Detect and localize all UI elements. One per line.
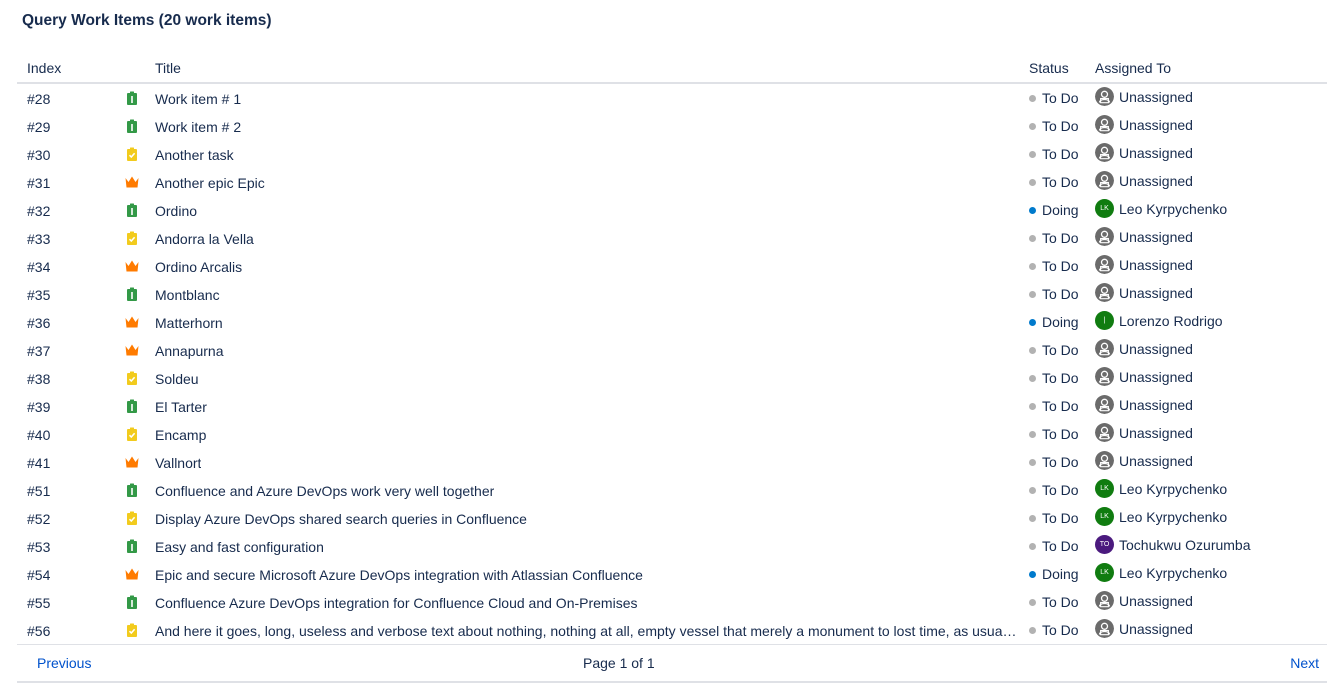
avatar: LK — [1095, 479, 1114, 498]
work-item-title[interactable]: Matterhorn — [155, 315, 223, 331]
table-row[interactable] — [17, 420, 1327, 448]
work-item-index[interactable]: #34 — [27, 259, 51, 275]
unassigned-avatar-icon — [1095, 451, 1114, 470]
status-dot-icon — [1029, 179, 1036, 186]
column-header-assigned-to[interactable]: Assigned To — [1095, 60, 1172, 76]
assigned-to-cell — [1095, 89, 1193, 108]
assignee-name: Unassigned — [1119, 89, 1193, 106]
column-header-index[interactable]: Index — [27, 60, 62, 76]
status-dot-icon — [1029, 627, 1036, 634]
assignee-name: Unassigned — [1119, 341, 1193, 358]
user-story-icon — [125, 483, 139, 497]
epic-crown-icon — [125, 455, 139, 469]
status-label: To Do — [1042, 342, 1079, 358]
work-item-index[interactable]: #52 — [27, 511, 51, 527]
status-label: To Do — [1042, 174, 1079, 190]
table-row[interactable] — [17, 504, 1327, 532]
status-dot-icon — [1029, 291, 1036, 298]
status-cell — [1029, 314, 1079, 330]
work-item-title[interactable]: And here it goes, long, useless and verbose text about nothing, nothing at all, empty vessel that merely a monument to lost time, as usual... — [155, 623, 1017, 639]
assignee-name: Leo Kyrpychenko — [1119, 201, 1228, 218]
status-label: To Do — [1042, 594, 1079, 610]
table-row[interactable] — [17, 476, 1327, 504]
assigned-to-cell — [1095, 201, 1227, 220]
next-link[interactable]: Next — [1290, 655, 1319, 671]
status-dot-icon — [1029, 95, 1036, 102]
assignee-name: Lorenzo Rodrigo — [1119, 313, 1223, 330]
status-cell — [1029, 398, 1079, 414]
assigned-to-cell — [1095, 117, 1193, 136]
assigned-to-cell — [1095, 173, 1193, 192]
status-cell — [1029, 370, 1079, 386]
unassigned-avatar-icon — [1095, 227, 1114, 246]
status-cell — [1029, 90, 1079, 106]
assignee-name: Tochukwu Ozurumba — [1119, 537, 1251, 554]
assigned-to-cell — [1095, 425, 1193, 444]
work-item-index[interactable]: #41 — [27, 455, 51, 471]
avatar: | — [1095, 311, 1114, 330]
previous-link[interactable]: Previous — [37, 655, 92, 671]
status-cell — [1029, 594, 1079, 610]
assigned-to-cell — [1095, 313, 1223, 332]
unassigned-avatar-icon — [1095, 619, 1114, 638]
assigned-to-cell — [1095, 229, 1193, 248]
work-item-title[interactable]: Andorra la Vella — [155, 231, 254, 247]
work-item-title[interactable]: Confluence Azure DevOps integration for Confluence Cloud and On-Premises — [155, 595, 638, 611]
status-dot-icon — [1029, 431, 1036, 438]
status-cell — [1029, 146, 1079, 162]
work-item-index[interactable]: #32 — [27, 203, 51, 219]
work-item-title[interactable]: Montblanc — [155, 287, 220, 303]
epic-crown-icon — [125, 343, 139, 357]
assigned-to-cell — [1095, 509, 1227, 528]
status-label: To Do — [1042, 538, 1079, 554]
epic-crown-icon — [125, 259, 139, 273]
status-cell — [1029, 566, 1079, 582]
table-row[interactable] — [17, 448, 1327, 476]
assigned-to-cell — [1095, 565, 1227, 584]
page-title: Query Work Items (20 work items) — [22, 12, 272, 29]
status-cell — [1029, 286, 1079, 302]
work-item-index[interactable]: #36 — [27, 315, 51, 331]
status-label: Doing — [1042, 202, 1079, 218]
work-item-title[interactable]: Another epic Epic — [155, 175, 265, 191]
unassigned-avatar-icon — [1095, 395, 1114, 414]
assignee-name: Unassigned — [1119, 621, 1193, 638]
task-icon — [125, 371, 139, 385]
status-label: To Do — [1042, 230, 1079, 246]
unassigned-avatar-icon — [1095, 591, 1114, 610]
unassigned-avatar-icon — [1095, 255, 1114, 274]
work-item-title[interactable]: El Tarter — [155, 399, 207, 415]
table-row[interactable] — [17, 196, 1327, 224]
assigned-to-cell — [1095, 285, 1193, 304]
table-header — [17, 56, 1327, 84]
status-dot-icon — [1029, 599, 1036, 606]
avatar: LK — [1095, 563, 1114, 582]
unassigned-avatar-icon — [1095, 283, 1114, 302]
work-item-title[interactable]: Ordino — [155, 203, 198, 219]
work-item-index[interactable]: #38 — [27, 371, 51, 387]
status-dot-icon — [1029, 123, 1036, 130]
status-label: To Do — [1042, 398, 1079, 414]
task-icon — [125, 147, 139, 161]
task-icon — [125, 511, 139, 525]
status-cell — [1029, 538, 1079, 554]
status-cell — [1029, 454, 1079, 470]
user-story-icon — [125, 399, 139, 413]
work-item-title[interactable]: Ordino Arcalis — [155, 259, 243, 275]
assigned-to-cell — [1095, 369, 1193, 388]
unassigned-avatar-icon — [1095, 423, 1114, 442]
work-item-title[interactable]: Work item # 2 — [155, 119, 242, 135]
work-item-title[interactable]: Annapurna — [155, 343, 224, 359]
table-body — [17, 84, 1327, 644]
status-label: To Do — [1042, 90, 1079, 106]
table-row[interactable] — [17, 168, 1327, 196]
status-dot-icon — [1029, 207, 1036, 214]
status-label: Doing — [1042, 566, 1079, 582]
pagination — [17, 644, 1327, 683]
work-item-title[interactable]: Display Azure DevOps shared search queries in Confluence — [155, 511, 527, 527]
status-cell — [1029, 202, 1079, 218]
status-dot-icon — [1029, 319, 1036, 326]
unassigned-avatar-icon — [1095, 171, 1114, 190]
status-label: To Do — [1042, 510, 1079, 526]
work-item-title[interactable]: Easy and fast configuration — [155, 539, 324, 555]
status-dot-icon — [1029, 151, 1036, 158]
status-label: To Do — [1042, 454, 1079, 470]
status-label: To Do — [1042, 622, 1079, 638]
work-item-index[interactable]: #37 — [27, 343, 51, 359]
status-label: To Do — [1042, 426, 1079, 442]
status-dot-icon — [1029, 235, 1036, 242]
assigned-to-cell — [1095, 481, 1227, 500]
status-cell — [1029, 426, 1079, 442]
assignee-name: Unassigned — [1119, 369, 1193, 386]
avatar: LK — [1095, 507, 1114, 526]
work-item-title[interactable]: Work item # 1 — [155, 91, 242, 107]
epic-crown-icon — [125, 567, 139, 581]
epic-crown-icon — [125, 315, 139, 329]
table-row[interactable] — [17, 252, 1327, 280]
status-dot-icon — [1029, 375, 1036, 382]
assigned-to-cell — [1095, 593, 1193, 612]
assigned-to-cell — [1095, 257, 1193, 276]
work-item-index[interactable]: #28 — [27, 91, 51, 107]
assignee-name: Unassigned — [1119, 117, 1193, 134]
status-label: To Do — [1042, 146, 1079, 162]
assigned-to-cell — [1095, 341, 1193, 360]
epic-crown-icon — [125, 175, 139, 189]
status-dot-icon — [1029, 459, 1036, 466]
task-icon — [125, 231, 139, 245]
status-dot-icon — [1029, 347, 1036, 354]
status-label: To Do — [1042, 370, 1079, 386]
status-cell — [1029, 342, 1079, 358]
table-row[interactable] — [17, 364, 1327, 392]
status-label: To Do — [1042, 482, 1079, 498]
table-row[interactable] — [17, 532, 1327, 560]
table-row[interactable] — [17, 280, 1327, 308]
assignee-name: Leo Kyrpychenko — [1119, 565, 1228, 582]
table-row[interactable] — [17, 392, 1327, 420]
status-cell — [1029, 118, 1079, 134]
unassigned-avatar-icon — [1095, 87, 1114, 106]
status-cell — [1029, 510, 1079, 526]
table-row[interactable] — [17, 112, 1327, 140]
table-row[interactable] — [17, 84, 1327, 112]
assigned-to-cell — [1095, 537, 1251, 556]
work-items-table — [17, 56, 1327, 644]
status-label: To Do — [1042, 118, 1079, 134]
assigned-to-cell — [1095, 453, 1193, 472]
work-item-index[interactable]: #53 — [27, 539, 51, 555]
status-cell — [1029, 230, 1079, 246]
assignee-name: Unassigned — [1119, 593, 1193, 610]
status-dot-icon — [1029, 263, 1036, 270]
status-cell — [1029, 174, 1079, 190]
work-item-index[interactable]: #30 — [27, 147, 51, 163]
work-item-index[interactable]: #54 — [27, 567, 51, 583]
unassigned-avatar-icon — [1095, 115, 1114, 134]
work-item-index[interactable]: #39 — [27, 399, 51, 415]
assignee-name: Leo Kyrpychenko — [1119, 481, 1228, 498]
assignee-name: Unassigned — [1119, 173, 1193, 190]
assignee-name: Unassigned — [1119, 285, 1193, 302]
table-row[interactable] — [17, 336, 1327, 364]
work-item-title[interactable]: Epic and secure Microsoft Azure DevOps integration with Atlassian Confluence — [155, 567, 643, 583]
user-story-icon — [125, 119, 139, 133]
column-header-title[interactable]: Title — [155, 60, 181, 76]
status-dot-icon — [1029, 487, 1036, 494]
unassigned-avatar-icon — [1095, 143, 1114, 162]
table-row[interactable] — [17, 140, 1327, 168]
column-header-status[interactable]: Status — [1029, 60, 1069, 76]
assigned-to-cell — [1095, 397, 1193, 416]
task-icon — [125, 623, 139, 637]
work-item-index[interactable]: #56 — [27, 623, 51, 639]
work-item-index[interactable]: #31 — [27, 175, 51, 191]
status-dot-icon — [1029, 543, 1036, 550]
assignee-name: Unassigned — [1119, 145, 1193, 162]
assignee-name: Unassigned — [1119, 453, 1193, 470]
status-cell — [1029, 622, 1079, 638]
user-story-icon — [125, 539, 139, 553]
unassigned-avatar-icon — [1095, 367, 1114, 386]
work-item-title[interactable]: Soldeu — [155, 371, 199, 387]
table-row[interactable] — [17, 308, 1327, 336]
work-item-index[interactable]: #29 — [27, 119, 51, 135]
table-row[interactable] — [17, 616, 1327, 644]
assignee-name: Unassigned — [1119, 425, 1193, 442]
assignee-name: Unassigned — [1119, 397, 1193, 414]
work-item-title[interactable]: Encamp — [155, 427, 207, 443]
table-row[interactable] — [17, 560, 1327, 588]
assigned-to-cell — [1095, 145, 1193, 164]
page-indicator: Page 1 of 1 — [583, 655, 655, 671]
status-dot-icon — [1029, 403, 1036, 410]
work-item-index[interactable]: #35 — [27, 287, 51, 303]
task-icon — [125, 427, 139, 441]
work-item-title[interactable]: Vallnort — [155, 455, 202, 471]
user-story-icon — [125, 203, 139, 217]
assignee-name: Unassigned — [1119, 257, 1193, 274]
avatar: LK — [1095, 199, 1114, 218]
work-item-index[interactable]: #55 — [27, 595, 51, 611]
user-story-icon — [125, 287, 139, 301]
user-story-icon — [125, 91, 139, 105]
status-label: To Do — [1042, 286, 1079, 302]
work-item-index[interactable]: #51 — [27, 483, 51, 499]
assigned-to-cell — [1095, 621, 1193, 640]
status-label: To Do — [1042, 258, 1079, 274]
status-label: Doing — [1042, 314, 1079, 330]
avatar: TO — [1095, 535, 1114, 554]
user-story-icon — [125, 595, 139, 609]
work-item-title[interactable]: Confluence and Azure DevOps work very well together — [155, 483, 495, 499]
status-dot-icon — [1029, 571, 1036, 578]
status-dot-icon — [1029, 515, 1036, 522]
assignee-name: Leo Kyrpychenko — [1119, 509, 1228, 526]
work-item-index[interactable]: #33 — [27, 231, 51, 247]
status-cell — [1029, 258, 1079, 274]
status-cell — [1029, 482, 1079, 498]
work-item-title[interactable]: Another task — [155, 147, 234, 163]
unassigned-avatar-icon — [1095, 339, 1114, 358]
table-row[interactable] — [17, 588, 1327, 616]
assignee-name: Unassigned — [1119, 229, 1193, 246]
work-item-index[interactable]: #40 — [27, 427, 51, 443]
table-row[interactable] — [17, 224, 1327, 252]
